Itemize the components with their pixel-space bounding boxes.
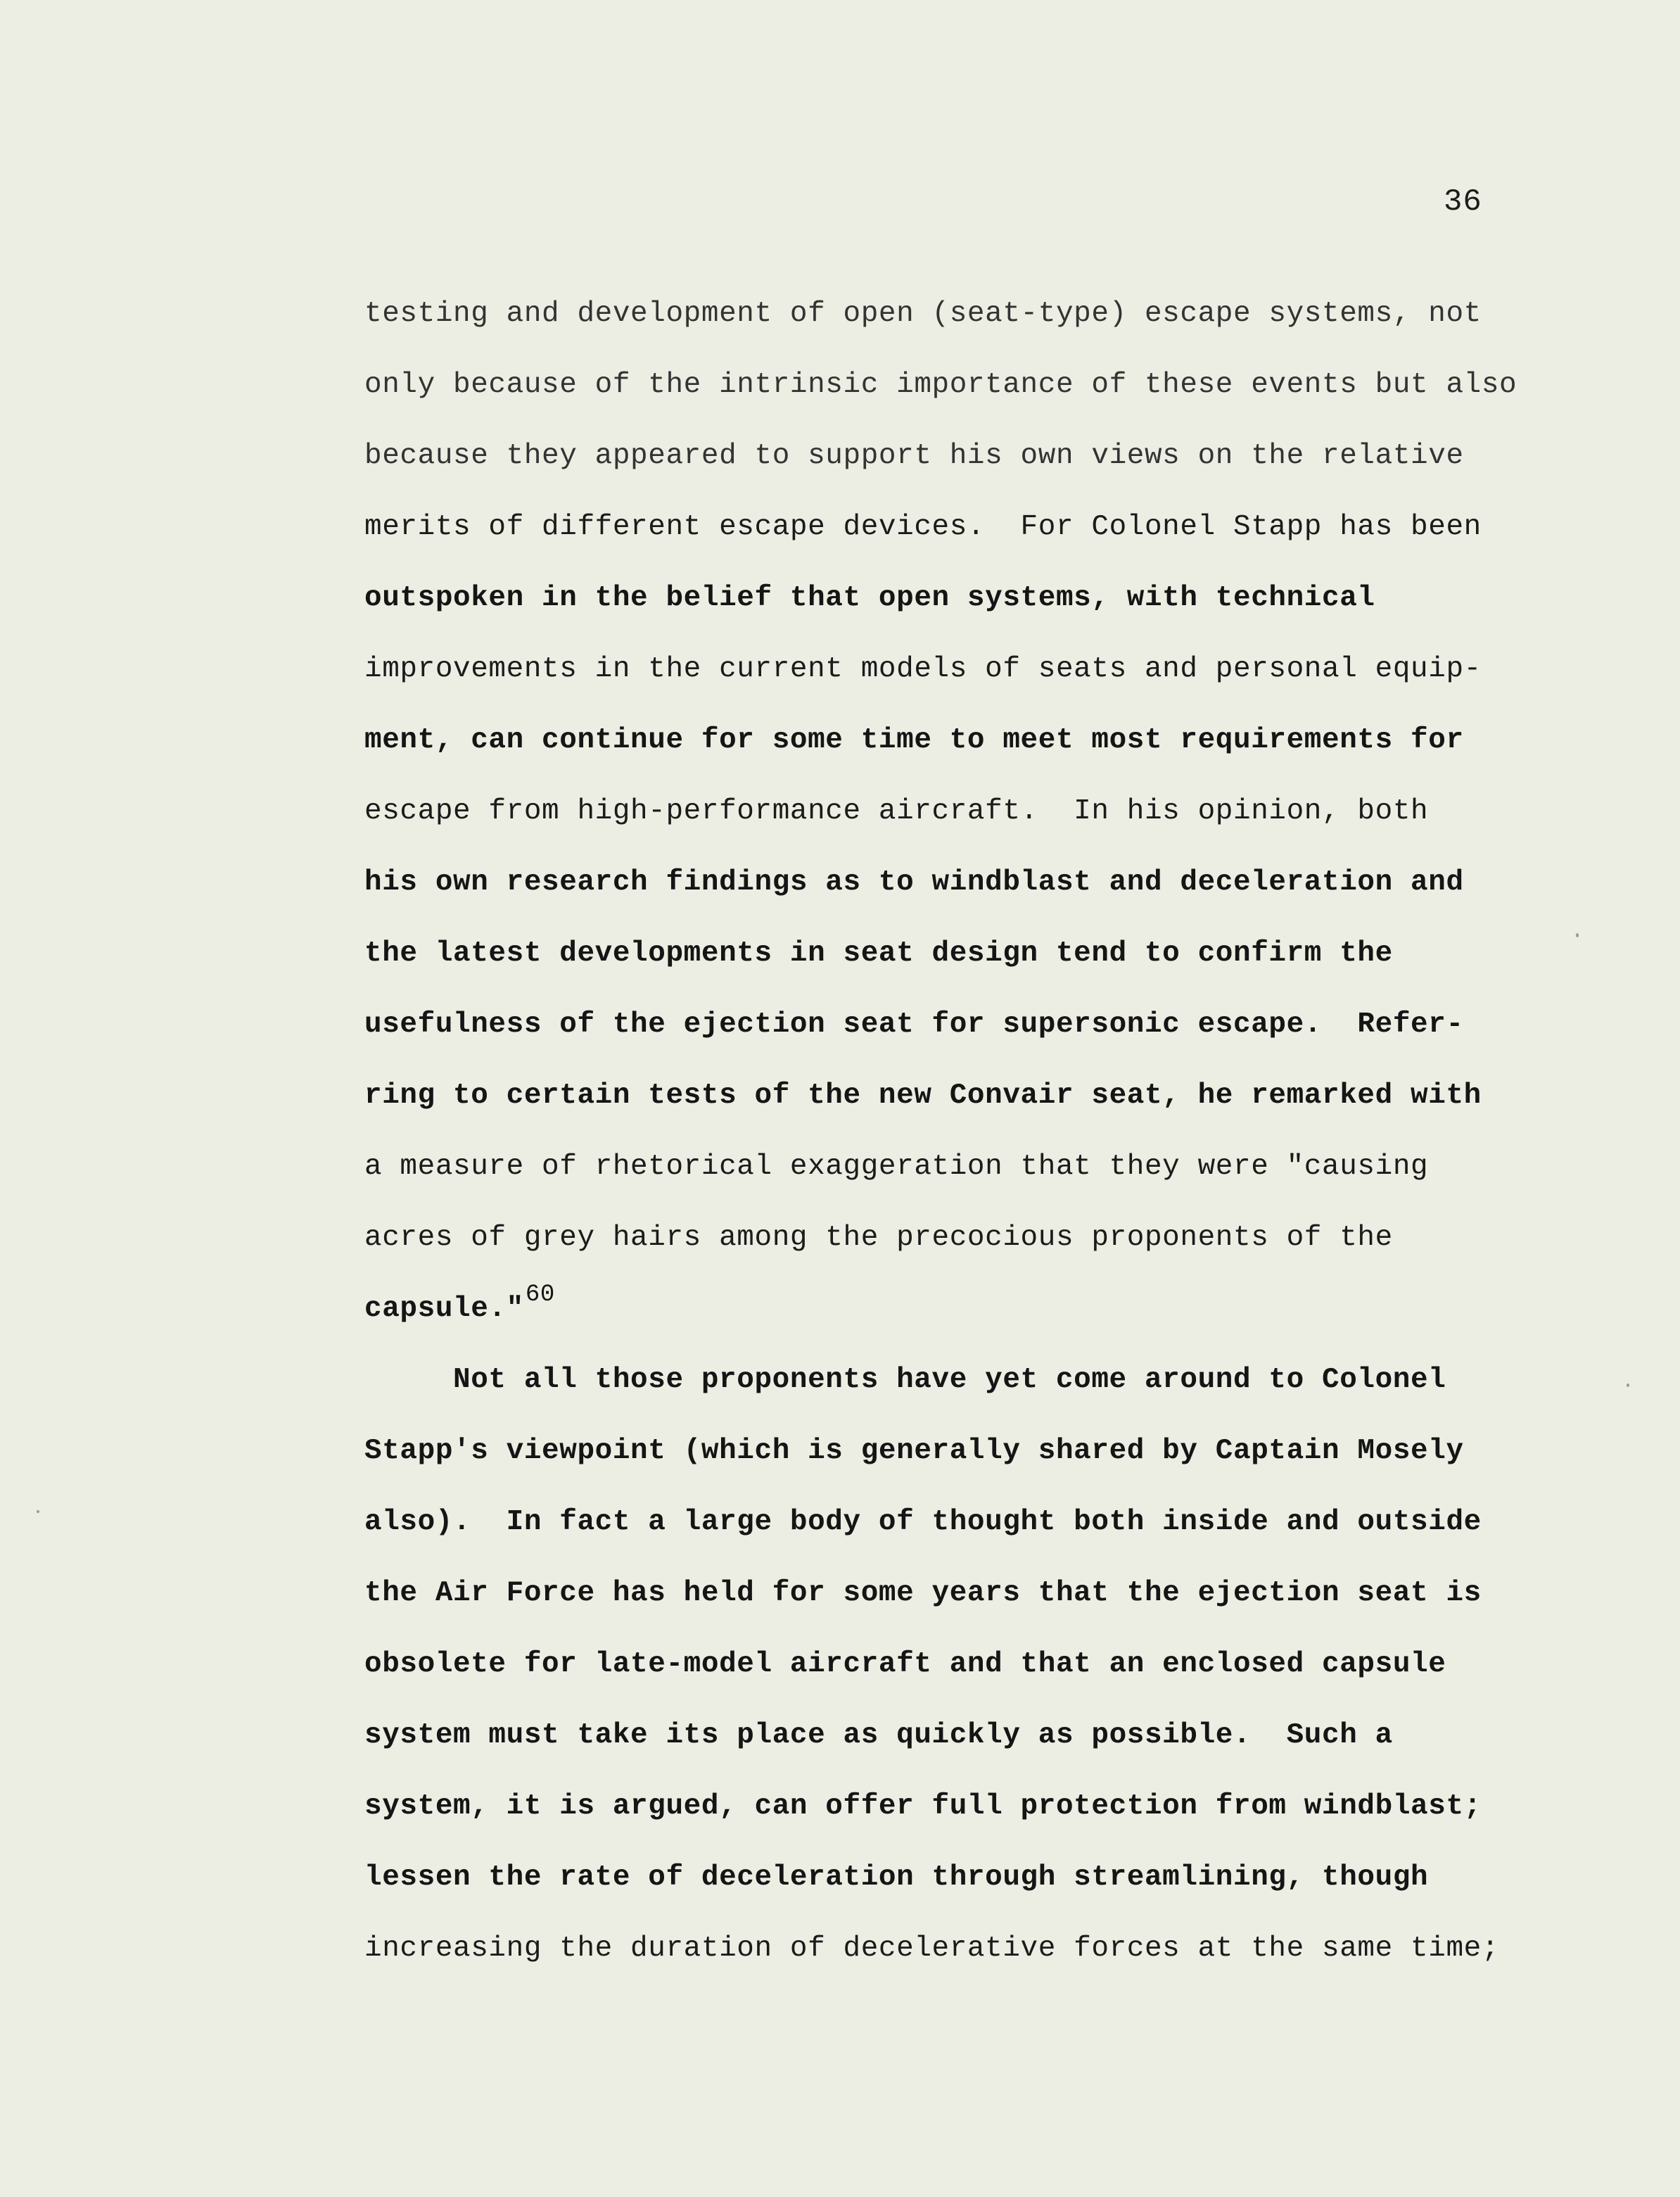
paragraph-1-line: capsule." [364,1293,524,1325]
paragraph-2-line: the Air Force has held for some years that the ejection seat is [364,1577,1482,1609]
paragraph-1-line: merits of different escape devices. For Colonel Stapp has been [364,511,1482,543]
paragraph-1-line: acres of grey hairs among the precocious proponents of the [364,1222,1393,1254]
paragraph-1-line: the latest developments in seat design tend to confirm the [364,937,1393,970]
page-number: 36 [1444,184,1482,220]
paragraph-1-line: his own research findings as to windblast and deceleration and [364,866,1464,899]
paragraph-2-line: lessen the rate of deceleration through streamlining, though [364,1861,1429,1894]
paragraph-1-line: outspoken in the belief that open systems, with technical [364,582,1375,614]
footnote-reference: 60 [525,1281,555,1308]
paragraph-1-line: usefulness of the ejection seat for supersonic escape. Refer- [364,1008,1464,1041]
paragraph-1-last-line [364,1281,555,1328]
paragraph-2-line: obsolete for late-model aircraft and that an enclosed capsule [364,1648,1446,1680]
paragraph-1-line: improvements in the current models of seats and personal equip- [364,653,1482,685]
paragraph-2-line: system, it is argued, can offer full protection from windblast; [364,1790,1482,1823]
scan-speck [1576,933,1579,937]
paragraph-2-line: system must take its place as quickly as possible. Such a [364,1719,1393,1752]
paragraph-2-line: Not all those proponents have yet come around to Colonel [453,1364,1446,1396]
paragraph-1-line: only because of the intrinsic importance of these events but also [364,369,1517,401]
paragraph-2-line: increasing the duration of decelerative forces at the same time; [364,1932,1500,1965]
paragraph-1-line: escape from high-performance aircraft. In his opinion, both [364,795,1429,828]
paragraph-1-line: a measure of rhetorical exaggeration that they were "causing [364,1151,1429,1183]
paragraph-2-line: Stapp's viewpoint (which is generally shared by Captain Mosely [364,1435,1464,1467]
scan-speck [37,1510,39,1513]
paragraph-1-line: ring to certain tests of the new Convair seat, he remarked with [364,1079,1482,1112]
scan-speck [1627,1384,1629,1387]
paragraph-1-line: because they appeared to support his own views on the relative [364,440,1464,472]
paragraph-1-line: testing and development of open (seat-type) escape systems, not [364,298,1482,330]
paragraph-1-line: ment, can continue for some time to meet most requirements for [364,724,1464,756]
paragraph-2-line: also). In fact a large body of thought both inside and outside [364,1506,1482,1538]
